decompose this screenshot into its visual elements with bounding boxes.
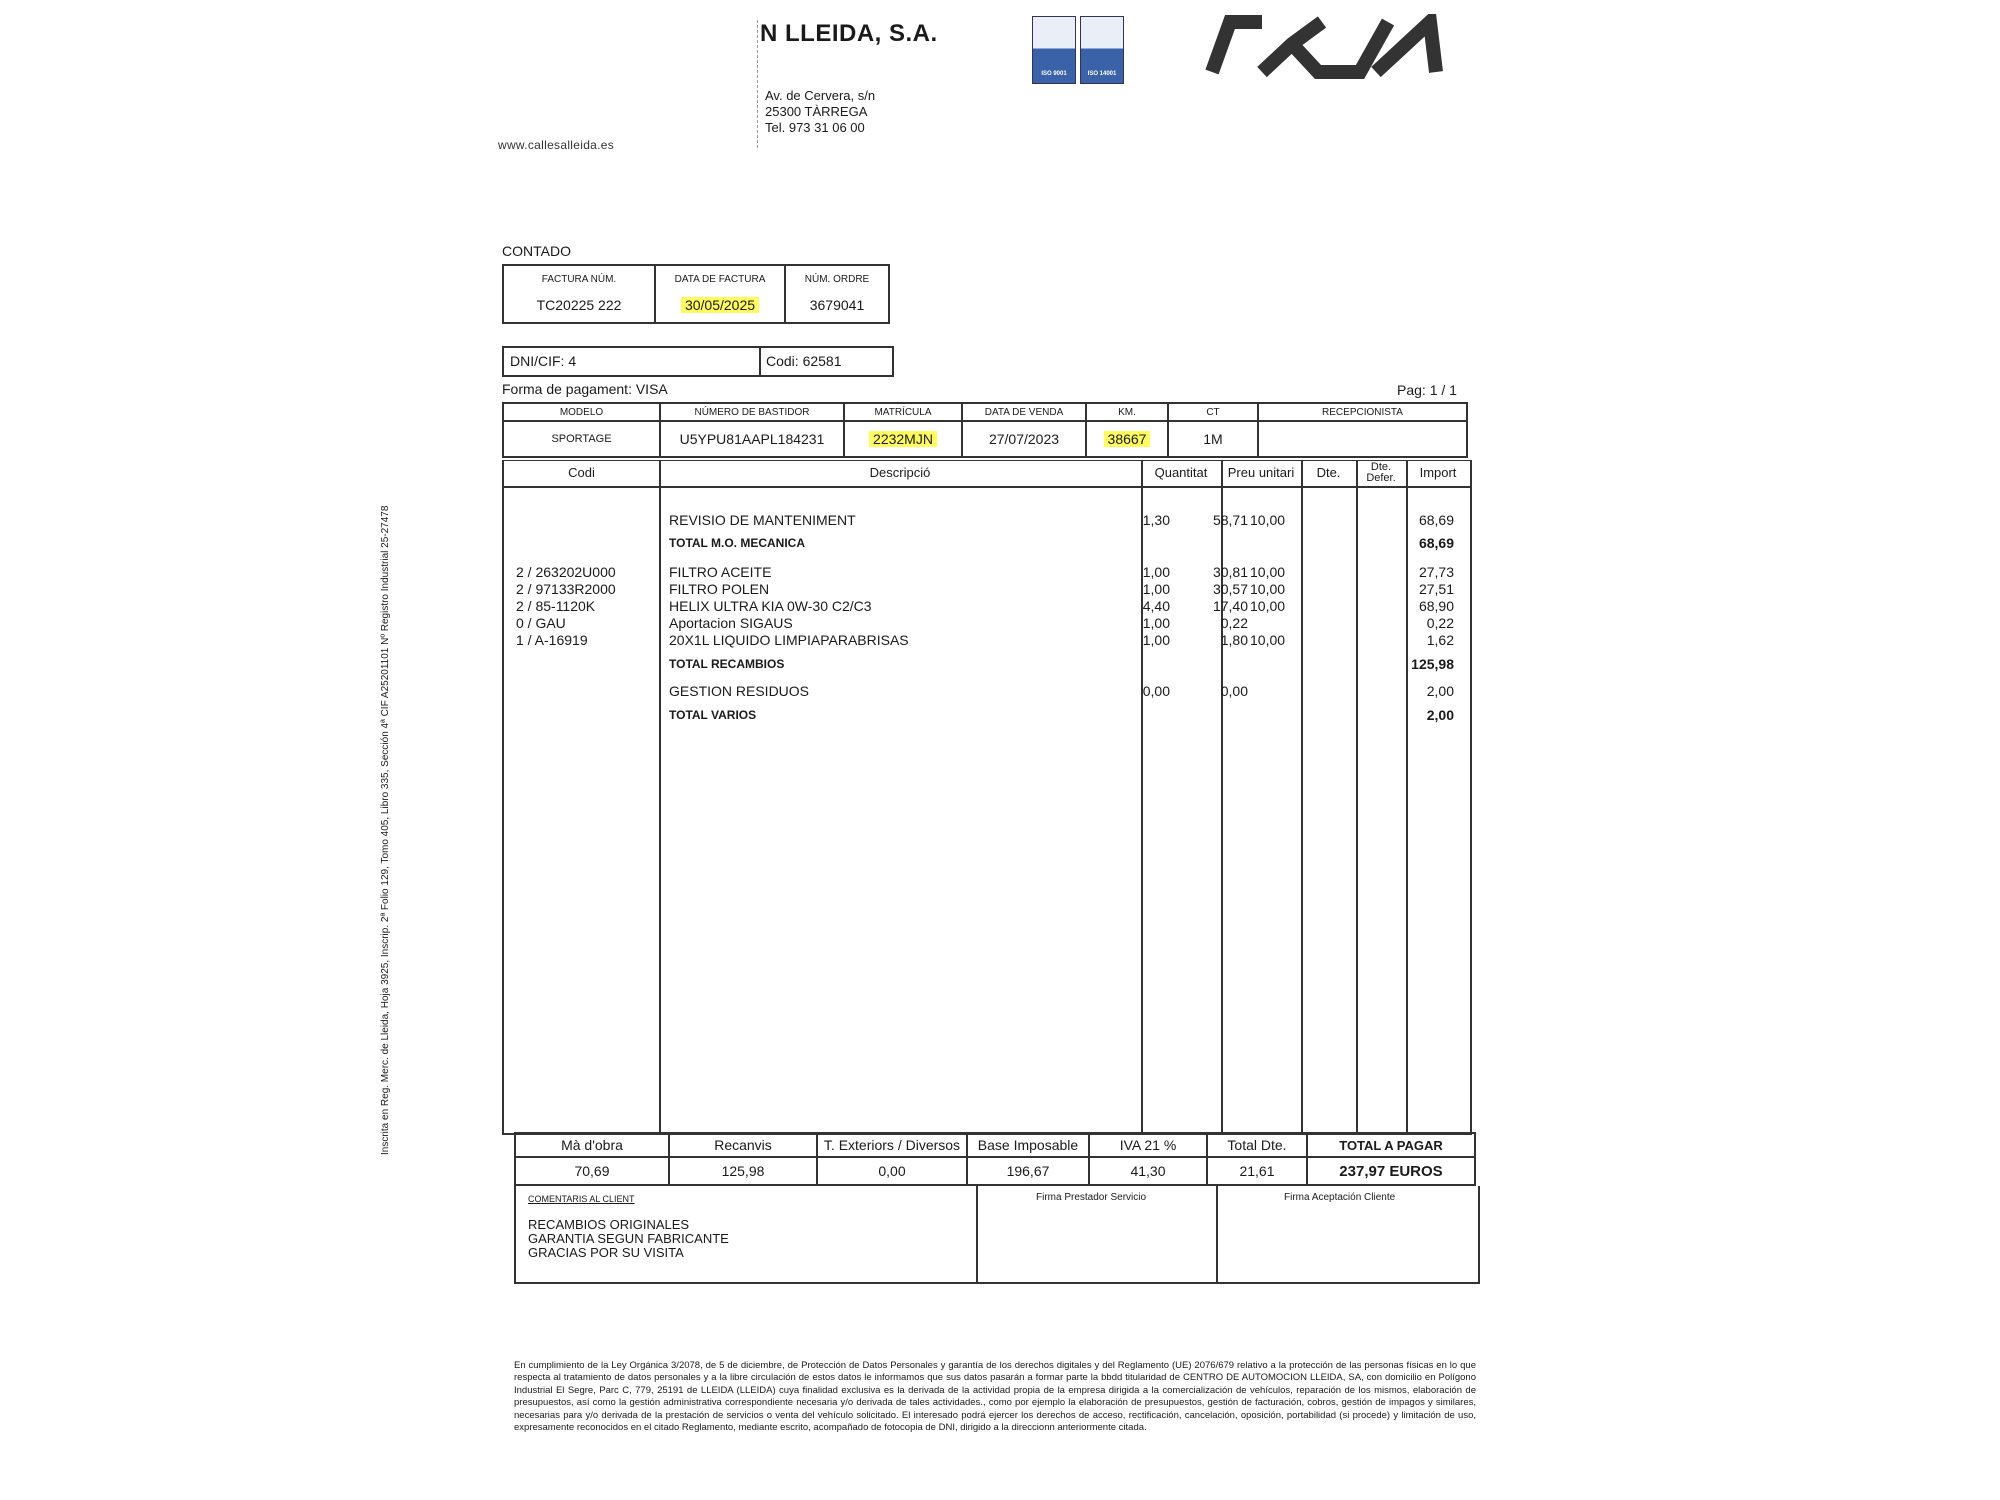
item-code: 2 / 263202U000 <box>516 564 616 580</box>
client-info-box <box>502 346 894 377</box>
item-desc: Aportacion SIGAUS <box>669 615 793 631</box>
table-row <box>504 598 1470 615</box>
table-row <box>504 535 1470 552</box>
iso-badge-icon <box>1080 16 1124 84</box>
item-qty: 0,00 <box>1142 683 1170 699</box>
total-exterior: 0,00 <box>817 1157 967 1185</box>
invoice-number: TC20225 222 <box>536 297 622 313</box>
item-qty: 1,00 <box>1142 581 1170 597</box>
company-address <box>765 88 875 136</box>
table-row <box>504 564 1470 581</box>
item-amount: 1,62 <box>1426 632 1454 648</box>
col-divider <box>1356 461 1358 1133</box>
total-header: Recanvis <box>669 1133 817 1157</box>
subtotal-amount: 2,00 <box>1426 707 1454 723</box>
item-price: 0,00 <box>1220 683 1248 699</box>
item-price: 58,71 <box>1212 512 1248 528</box>
comment-line: RECAMBIOS ORIGINALES <box>528 1217 690 1232</box>
item-code: 2 / 97133R2000 <box>516 581 616 597</box>
comment-line: GRACIAS POR SU VISITA <box>528 1245 684 1260</box>
company-name: N LLEIDA, S.A. <box>760 20 938 47</box>
table-row <box>504 656 1470 673</box>
subtotal-amount: 125,98 <box>1411 656 1454 672</box>
col-header-dte: Dte. <box>1301 461 1356 488</box>
item-qty: 1,00 <box>1142 632 1170 648</box>
address-line: Av. de Cervera, s/n <box>765 88 876 103</box>
item-discount: 10,00 <box>1250 598 1286 614</box>
col-header-codi: Codi <box>504 461 659 488</box>
signature-divider <box>976 1186 978 1282</box>
header-divider <box>757 20 758 148</box>
total-header: Base Imposable <box>967 1133 1089 1157</box>
vehicle-header: MATRÍCULA <box>844 403 962 421</box>
address-line: 25300 TÀRREGA <box>765 104 868 119</box>
total-header: IVA 21 % <box>1089 1133 1207 1157</box>
invoice-number-label: FACTURA NÚM. <box>541 274 617 285</box>
client-code: Codi: 62581 <box>766 353 842 369</box>
table-row <box>504 707 1470 724</box>
total-parts: 125,98 <box>669 1157 817 1185</box>
subtotal-label: TOTAL M.O. MECANICA <box>669 536 805 550</box>
invoice-number-cell <box>503 265 655 323</box>
vehicle-model: SPORTAGE <box>503 421 660 457</box>
total-header: T. Exteriors / Diversos <box>817 1133 967 1157</box>
item-desc: REVISIO DE MANTENIMENT <box>669 512 856 528</box>
totals-table <box>514 1132 1476 1186</box>
total-iva: 41,30 <box>1089 1157 1207 1185</box>
table-row <box>504 683 1470 700</box>
page-number: Pag: 1 / 1 <box>1397 382 1457 398</box>
vehicle-header: KM. <box>1086 403 1168 421</box>
item-amount: 27,51 <box>1418 581 1454 597</box>
item-price: 17,40 <box>1212 598 1248 614</box>
vehicle-header: DATA DE VENDA <box>962 403 1086 421</box>
vehicle-km: 38667 <box>1104 431 1151 447</box>
total-labor: 70,69 <box>515 1157 669 1185</box>
vehicle-vin: U5YPU81AAPL184231 <box>660 421 844 457</box>
vehicle-header: NÚMERO DE BASTIDOR <box>660 403 844 421</box>
comment-line: GARANTIA SEGUN FABRICANTE <box>528 1231 729 1246</box>
invoice-info-table <box>502 264 890 324</box>
dni-label: DNI/CIF: 4 <box>510 353 577 369</box>
col-header-imp: Import <box>1406 461 1470 488</box>
item-desc: 20X1L LIQUIDO LIMPIAPARABRISAS <box>669 632 909 648</box>
col-header-pu: Preu unitari <box>1221 461 1301 488</box>
subtotal-label: TOTAL VARIOS <box>669 708 757 722</box>
comments-title: COMENTARIS AL CLIENT <box>528 1194 635 1204</box>
iso-badge-label: ISO 9001 <box>1041 71 1067 77</box>
items-table <box>502 460 1472 1135</box>
total-to-pay: 237,97 EUROS <box>1307 1157 1475 1185</box>
item-desc: GESTION RESIDUOS <box>669 683 810 699</box>
subtotal-amount: 68,69 <box>1418 535 1454 551</box>
vehicle-receptionist <box>1258 421 1467 457</box>
kia-logo-icon <box>1200 14 1466 80</box>
table-row <box>504 512 1470 529</box>
vehicle-header: RECEPCIONISTA <box>1258 403 1467 421</box>
total-header: TOTAL A PAGAR <box>1307 1133 1475 1157</box>
col-divider <box>1141 461 1143 1133</box>
col-divider <box>1406 461 1408 1133</box>
item-price: 0,22 <box>1220 615 1248 631</box>
client-box-divider <box>759 348 761 375</box>
item-amount: 2,00 <box>1426 683 1454 699</box>
comments-box <box>514 1186 1480 1284</box>
item-amount: 68,69 <box>1418 512 1454 528</box>
item-code: 1 / A-16919 <box>516 632 588 648</box>
item-discount: 10,00 <box>1250 512 1286 528</box>
iso-badge-icon <box>1032 16 1076 84</box>
subtotal-label: TOTAL RECAMBIOS <box>669 657 785 671</box>
vehicle-header: CT <box>1168 403 1258 421</box>
col-header-desc: Descripció <box>659 461 1141 488</box>
total-header: Total Dte. <box>1207 1133 1307 1157</box>
table-row <box>504 615 1470 632</box>
vehicle-table <box>502 402 1468 458</box>
item-discount: 10,00 <box>1250 581 1286 597</box>
item-code: 2 / 85-1120K <box>516 598 596 614</box>
signature-divider <box>1216 1186 1218 1282</box>
invoice-date-label: DATA DE FACTURA <box>674 274 766 285</box>
order-number: 3679041 <box>809 297 865 313</box>
item-desc: FILTRO ACEITE <box>669 564 772 580</box>
item-qty: 4,40 <box>1142 598 1170 614</box>
invoice-date: 30/05/2025 <box>681 297 759 313</box>
total-header: Mà d'obra <box>515 1133 669 1157</box>
invoice-date-cell <box>655 265 785 323</box>
col-divider <box>1301 461 1303 1133</box>
item-price: 30,57 <box>1212 581 1248 597</box>
item-desc: HELIX ULTRA KIA 0W-30 C2/C3 <box>669 598 872 614</box>
item-discount: 10,00 <box>1250 632 1286 648</box>
address-line: Tel. 973 31 06 00 <box>765 120 865 135</box>
order-number-label: NÚM. ORDRE <box>804 274 870 285</box>
item-qty: 1,30 <box>1142 512 1170 528</box>
vehicle-plate: 2232MJN <box>869 431 937 447</box>
total-discount: 21,61 <box>1207 1157 1307 1185</box>
item-desc: FILTRO POLEN <box>669 581 770 597</box>
vehicle-header: MODELO <box>503 403 660 421</box>
table-row <box>504 632 1470 649</box>
item-price: 1,80 <box>1220 632 1248 648</box>
payment-method: Forma de pagament: VISA <box>502 381 668 397</box>
payment-type: CONTADO <box>502 243 571 259</box>
order-number-cell <box>785 265 889 323</box>
provider-signature-label: Firma Prestador Servicio <box>1036 1192 1147 1203</box>
iso-badge-label: ISO 14001 <box>1087 71 1117 77</box>
item-qty: 1,00 <box>1142 615 1170 631</box>
col-divider <box>1221 461 1223 1133</box>
col-divider <box>659 461 661 1133</box>
total-base: 196,67 <box>967 1157 1089 1185</box>
company-website: www.callesalleida.es <box>498 138 615 152</box>
legal-notice: En cumplimiento de la Ley Orgánica 3/2078, de 5 de diciembre, de Protección de Datos Personales y garantía de los derechos digitales y del Reglamento (UE) 2076/679 relativo a la protección de las personas físicas en lo que respecta al tratamiento de datos personales y a la libre circulación de estos datos le informamos que sus datos pasarán a formar parte la bbdd titularidad de CENTRO DE AUTOMOCION LLEIDA, SA, con domicilio en Polígono Industrial El Segre, Parc C, 779, 25191 de LLEIDA (LLEIDA) cuya finalidad exclusiva es la derivada de la actividad propia de la empresa dirigida a la comercialización de vehículos, reparación de los mismos, elaboración de presupuestos, así como la gestión administrativa correspondiente necesaria y/o derivada de tales actividades., como por ejemplo la elaboración de presupuestos, gestión de facturación, cobros, gestión de impagos y similares, necesarias para y/o derivada de la prestación de servicios o venta del vehículo solicitado. El interesado podrá ejercer los derechos de acceso, rectificación, cancelación, oposición, portabilidad (si procede) y limitación de uso, expresamente reconocidos en el citado Reglamento, mediante escrito, acompañado de fotocopia de DNI, dirigido a la direccionn anteriormente citada. <box>514 1360 1476 1434</box>
col-header-qty: Quantitat <box>1141 461 1221 488</box>
item-discount: 10,00 <box>1250 564 1286 580</box>
vehicle-ct: 1M <box>1168 421 1258 457</box>
item-price: 30,81 <box>1212 564 1248 580</box>
item-code: 0 / GAU <box>516 615 566 631</box>
table-row <box>504 581 1470 598</box>
vehicle-sale-date: 27/07/2023 <box>962 421 1086 457</box>
item-amount: 68,90 <box>1418 598 1454 614</box>
registry-side-text: Inscrita en Reg. Merc. de Lleida, Hoja 3925, Inscrip. 2ª Folio 129, Tomo 405, Libro 335, Sección 4ª CIF A25201101 Nº Registro Industrial 25-27478 <box>380 505 391 1155</box>
item-amount: 0,22 <box>1426 615 1454 631</box>
item-qty: 1,00 <box>1142 564 1170 580</box>
col-header-defer: Dte. Defer. <box>1356 461 1406 488</box>
item-amount: 27,73 <box>1418 564 1454 580</box>
client-signature-label: Firma Aceptación Cliente <box>1284 1192 1396 1203</box>
